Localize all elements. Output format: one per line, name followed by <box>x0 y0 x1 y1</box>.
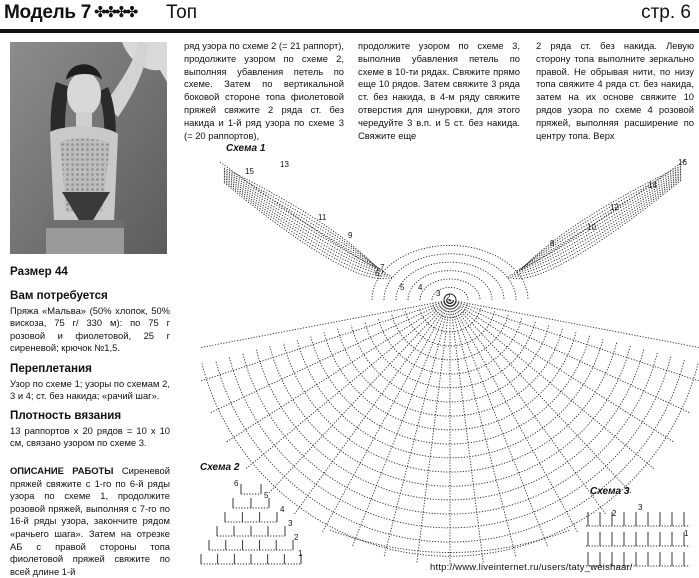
schema-3-row-number: 2 <box>612 509 617 518</box>
fan-row-arc <box>378 318 521 374</box>
schema-2-row-number: 6 <box>234 479 239 488</box>
materials-section <box>10 290 170 355</box>
schema-3-row-number: 3 <box>638 503 643 512</box>
column-2-text: продолжите узором по схеме 3, выполнив убавления петель по схеме в 10-ти рядах. Свяжите прямо еще 10 рядов. Затем свяжите 3 ряда ст. без накида, в 4-м ряду свяжите отверстия для шнуровки, для этого чередуйте 3 в.п. и 5 ст. без накида. Свяжите еще <box>358 40 520 141</box>
schema-1-row-number: 10 <box>587 223 596 232</box>
description-section <box>10 465 170 578</box>
column-1-text: ряд узора по схеме 2 (= 21 раппорт), продолжите узором по схеме 2, выполняя убавления петель по схеме. Затем по вертикальной боковой стороне топа фиолетовой пряжей свяжите 2 ряда ст. без накида и 1-й ряд узора по схеме 3 (= 20 раппортов), <box>184 40 344 141</box>
schema-1-row-number: 12 <box>610 203 619 212</box>
stitches-heading: Переплетания <box>10 362 92 375</box>
text-column-3 <box>536 40 694 142</box>
schema-3-row-number: 1 <box>684 529 689 538</box>
schema-2-row-number: 1 <box>298 549 303 558</box>
right-wing-row <box>511 177 681 274</box>
fan-radial-chain <box>322 300 450 532</box>
fan-radial-chain <box>450 300 516 557</box>
schema-1-row-number: 13 <box>280 160 289 169</box>
fan-radial-chain <box>384 300 450 557</box>
text-column-1 <box>184 40 344 142</box>
schema-1-row-number: 9 <box>348 231 353 240</box>
fan-radial-chain <box>450 300 548 546</box>
density-heading: Плотность вязания <box>10 409 122 422</box>
fan-radial-chain <box>450 300 699 382</box>
description-paragraph <box>10 465 170 578</box>
fan-radial-chain <box>200 300 450 350</box>
fan-radial-chain <box>450 300 674 442</box>
fan-radial-chain <box>450 300 578 532</box>
schema-1-row-number: 15 <box>245 167 254 176</box>
watermark-url: http://www.liveinternet.ru/users/taty_weishaar/ <box>430 562 633 573</box>
flower-ornament-icon: ✤✤✤✤ <box>94 4 137 21</box>
fan-radial-chain <box>450 300 699 350</box>
fan-radial-chain <box>246 300 450 469</box>
schema-1-row-number: 6 <box>375 269 380 278</box>
schema-1-row-number: 14 <box>648 181 657 190</box>
fan-radial-chain <box>450 300 606 514</box>
model-title: Модель 7 <box>4 2 92 23</box>
left-wing-row <box>224 182 393 278</box>
schema-2-row-number: 5 <box>264 491 269 500</box>
schema-1-row-number: 5 <box>400 283 405 292</box>
stitches-text: Узор по схеме 1; узоры по схемам 2, 3 и 4; ст. без накида; «рачий шаг». <box>10 377 170 402</box>
density-text: 13 раппортов х 20 рядов = 10 х 10 см, связано узором по схеме 3. <box>10 424 170 449</box>
schema-3-label: Схема 3 <box>590 486 630 497</box>
column-3-text: 2 ряда ст. без накида. Левую сторону топа выполните зеркально правой. Не обрывая нити, по низу топа свяжите 4 ряда ст. без накида, затем на их основе свяжите 10 рядов узора по схеме 4 розовой пряжей, выполняя расширение по центру топа. Верх <box>536 40 694 141</box>
left-wing-row <box>224 174 383 270</box>
header-rule <box>0 29 699 33</box>
fan-radial-chain <box>226 300 450 442</box>
materials-heading: Вам потребуется <box>10 289 108 302</box>
schema-2-row-number: 3 <box>288 519 293 528</box>
schema-1-row-number: 11 <box>318 213 327 222</box>
model-subtitle: Топ <box>166 2 197 23</box>
description-text: Сиреневой пряжей свяжите с 1-го по 6-й ряды узора по схеме 1, продолжите розовой пряжей, выполняя с 7-го по 16-й ряды узора, закончите рядом «рачьего шага». Затем на отрезке АБ с правой стороны топа фиолетовой пряжей свяжите по всей длине 1-й <box>10 465 170 577</box>
density-section <box>10 410 170 450</box>
size-heading: Размер 44 <box>10 265 68 278</box>
right-wing-row <box>513 176 681 274</box>
left-wing-row <box>224 178 387 274</box>
schema-2-label: Схема 2 <box>200 462 240 473</box>
schema-1-label: Схема 1 <box>226 143 266 154</box>
schema-2-diagram <box>196 472 306 574</box>
schema-1-row-number: 8 <box>550 239 555 248</box>
fan-radial-chain <box>294 300 450 514</box>
model-photo <box>10 42 167 254</box>
schema-2-row-number: 2 <box>294 533 299 542</box>
description-heading: ОПИСАНИЕ РАБОТЫ <box>10 465 114 476</box>
fan-radial-chain <box>352 300 450 546</box>
text-column-2 <box>358 40 520 142</box>
stitches-section <box>10 363 170 403</box>
right-wing-row <box>521 169 681 268</box>
schema-2-row-number: 4 <box>280 505 285 514</box>
left-wing-row <box>224 168 375 266</box>
right-wing-row <box>525 166 681 266</box>
schema-1-row-number: 7 <box>380 263 385 272</box>
materials-text: Пряжа «Мальва» (50% хлопок, 50% вискоза, 75 г/ 330 м): по 75 г розовой и фиолетовой, 25 г сиреневой; крючок №1,5. <box>10 304 170 354</box>
size-section <box>10 266 170 281</box>
left-wing-row <box>224 179 389 274</box>
fan-radial-chain <box>450 300 654 469</box>
fan-radial-chain <box>450 300 690 413</box>
center-top-arc <box>372 245 528 300</box>
schema-1-row-number: 3 <box>436 289 441 298</box>
page-number: стр. 6 <box>641 2 691 23</box>
schema-1-row-number: 2 <box>446 293 451 302</box>
schema-1-row-number: 4 <box>418 283 423 292</box>
schema-1-row-number: 16 <box>678 158 687 167</box>
